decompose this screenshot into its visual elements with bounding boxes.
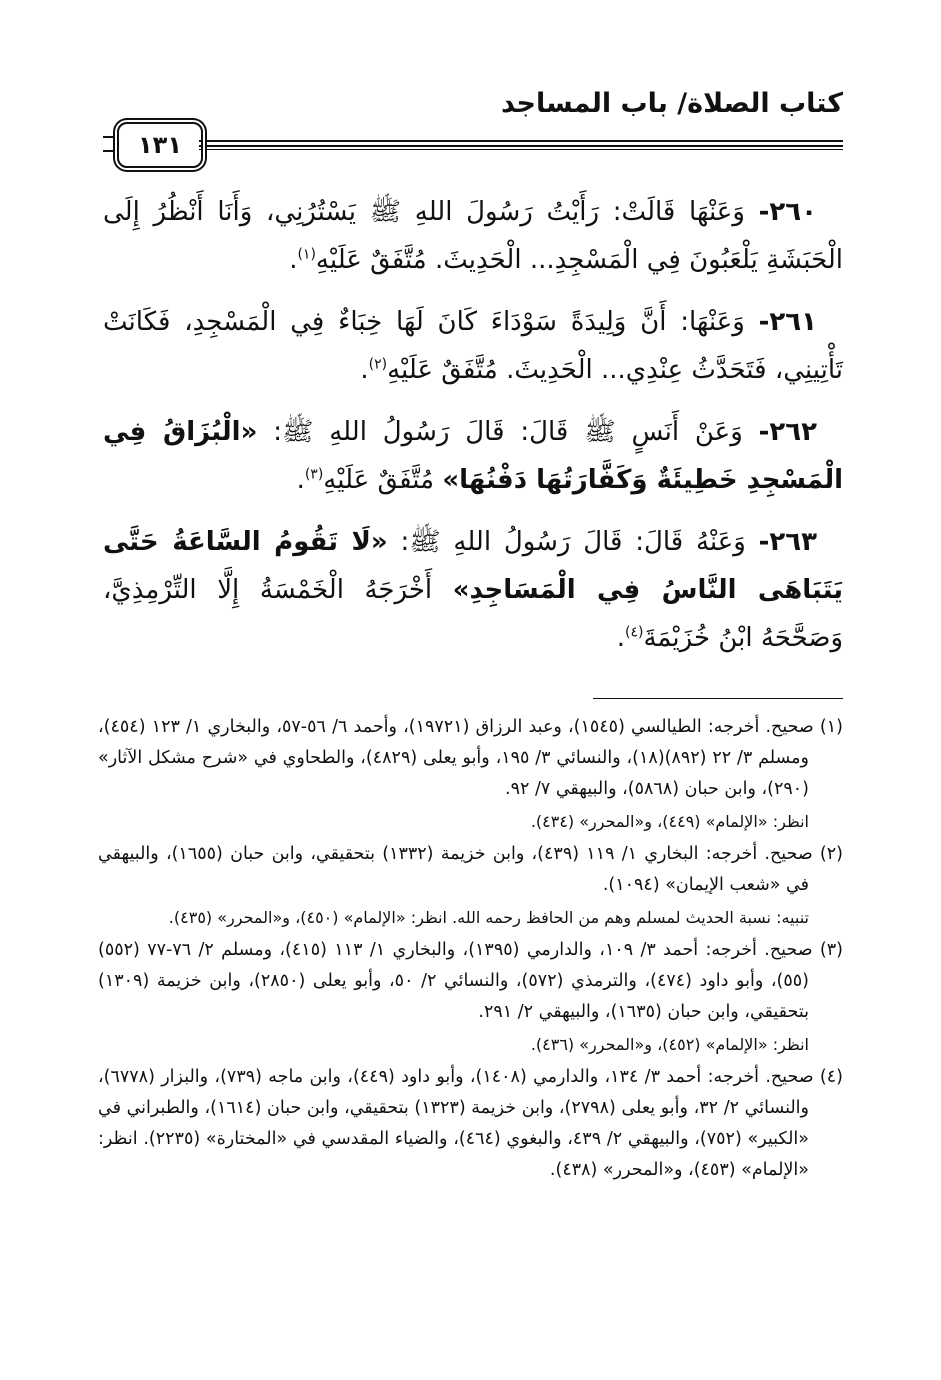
hadith-text: وَعَنْهَا قَالَتْ: رَأَيْتُ رَسُولَ اللهِ ﷺ يَسْتُرُنِي، وَأَنَا أَنْظُرُ إِلَى الْحَبَشَةِ يَلْعَبُونَ فِي الْمَسْجِدِ... الْحَدِيثَ. مُتَّفَقٌ عَلَيْهِ: [103, 197, 843, 275]
hadith-number: ٢٦٢-: [758, 417, 817, 447]
footnote-1: (١) صحيح. أخرجه: الطيالسي (١٥٤٥)، وعبد الرزاق (١٩٧٢١)، وأحمد ٦/ ٥٦-٥٧، والبخاري ١/ ١٢٣ (٤٥٤)، ومسلم ٣/ ٢٢ (٨٩٢)(١٨)، والنسائي ٣/ ١٩٥، وأبو يعلى (٤٨٢٩)، والطحاوي في «شرح مشكل الآثار» (٢٩٠)، وابن حبان (٥٨٦٨)، والبيهقي ٧/ ٩٢.: [98, 717, 843, 799]
header-rule-line: [199, 149, 843, 150]
footnote-2-note: تنبيه: نسبة الحديث لمسلم وهم من الحافظ رحمه الله. انظر: «الإلمام» (٤٥٠)، و«المحرر» (٤٣٥).: [168, 908, 809, 927]
running-head: كتاب الصلاة/ باب المساجد: [500, 88, 843, 119]
hadith-text: وَعَنْ أَنَسٍ ﷺ قَالَ: قَالَ رَسُولُ اللهِ ﷺ:: [273, 417, 743, 447]
hadith-source: مُتَّفَقٌ عَلَيْهِ: [323, 465, 435, 495]
header-rule-line: [199, 140, 843, 142]
footnote-2: (٢) صحيح. أخرجه: البخاري ١/ ١١٩ (٤٣٩)، وابن خزيمة (١٣٣٢) بتحقيقي، وابن حبان (١٦٥٥)، والبيهقي في «شعب الإيمان» (١٠٩٤).: [98, 844, 843, 895]
page-number: ١٣١: [117, 122, 203, 168]
hadith-263: ٢٦٣- وَعَنْهُ قَالَ: قَالَ رَسُولُ اللهِ ﷺ: «لَا تَقُومُ السَّاعَةُ حَتَّى يَتَبَاهَى النَّاسُ فِي الْمَسَاجِدِ» أَخْرَجَهُ الْخَمْسَةُ إِلَّا التِّرْمِذِيَّ، وَصَحَّحَهُ ابْنُ خُزَيْمَةَ$^{(٤)}$.: [103, 527, 844, 653]
footnote-ref[interactable]: (١): [297, 246, 316, 263]
footnote-4: (٤) صحيح. أخرجه: أحمد ٣/ ١٣٤، والدارمي (١٤٠٨)، وأبو داود (٤٤٩)، وابن ماجه (٧٣٩)، والبزار (٦٧٧٨)، والنسائي ٢/ ٣٢، وأبو يعلى (٢٧٩٨)، وابن خزيمة (١٣٢٣) بتحقيقي، وابن حبان (١٦١٤)، والطبراني في «الكبير» (٧٥٢)، والبيهقي ٢/ ٤٣٩، والبغوي (٤٦٤)، والضياء المقدسي في «المختارة» (٢٢٣٥). انظر: «الإلمام» (٤٥٣)، و«المحرر» (٤٣٨).: [98, 1067, 843, 1180]
footnote-separator: [593, 698, 843, 699]
hadith-text: وَعَنْهُ قَالَ: قَالَ رَسُولُ اللهِ ﷺ:: [400, 527, 746, 557]
hadith-number: ٢٦١-: [758, 307, 817, 337]
hadith-source: أَخْرَجَهُ الْخَمْسَةُ إِلَّا التِّرْمِذِيَّ، وَصَحَّحَهُ ابْنُ خُزَيْمَةَ: [103, 575, 843, 653]
header-rule-line: [199, 145, 843, 147]
hadith-quote: «الْبُزَاقُ فِي الْمَسْجِدِ خَطِيئَةٌ وَكَفَّارَتُهَا دَفْنُهَا»: [103, 417, 843, 495]
header-rule: [103, 122, 843, 166]
hadith-number: ٢٦٣-: [758, 527, 818, 557]
hadith-262: ٢٦٢- وَعَنْ أَنَسٍ ﷺ قَالَ: قَالَ رَسُولُ اللهِ ﷺ: «الْبُزَاقُ فِي الْمَسْجِدِ خَطِيئَةٌ وَكَفَّارَتُهَا دَفْنُهَا» مُتَّفَقٌ عَلَيْهِ$^{(٣)}$.: [103, 417, 843, 495]
hadith-list: [103, 188, 843, 676]
footnote-3-see: انظر: «الإلمام» (٤٥٢)، و«المحرر» (٤٣٦).: [530, 1035, 809, 1054]
footnote-ref[interactable]: (٣): [304, 466, 324, 483]
ornament-mark: [103, 136, 113, 152]
hadith-260: ٢٦٠- وَعَنْهَا قَالَتْ: رَأَيْتُ رَسُولَ اللهِ ﷺ يَسْتُرُنِي، وَأَنَا أَنْظُرُ إِلَى الْحَبَشَةِ يَلْعَبُونَ فِي الْمَسْجِدِ... الْحَدِيثَ. مُتَّفَقٌ عَلَيْهِ$^{(١)}$.: [103, 197, 843, 275]
hadith-261: ٢٦١- وَعَنْهَا: أَنَّ وَلِيدَةً سَوْدَاءَ كَانَ لَهَا خِبَاءٌ فِي الْمَسْجِدِ، فَكَانَتْ تَأْتِينِي، فَتَحَدَّثُ عِنْدِي... الْحَدِيثَ. مُتَّفَقٌ عَلَيْهِ$^{(٢)}$.: [103, 307, 843, 385]
hadith-text: وَعَنْهَا: أَنَّ وَلِيدَةً سَوْدَاءَ كَانَ لَهَا خِبَاءٌ فِي الْمَسْجِدِ، فَكَانَتْ تَأْتِينِي، فَتَحَدَّثُ عِنْدِي... الْحَدِيثَ. مُتَّفَقٌ عَلَيْهِ: [103, 307, 843, 385]
footnote-ref[interactable]: (٤): [624, 624, 644, 641]
hadith-quote: «لَا تَقُومُ السَّاعَةُ حَتَّى يَتَبَاهَى النَّاسُ فِي الْمَسَاجِدِ»: [103, 527, 844, 605]
hadith-number: ٢٦٠-: [758, 197, 818, 227]
footnote-ref[interactable]: (٢): [368, 356, 388, 373]
footnote-1-see: انظر: «الإلمام» (٤٤٩)، و«المحرر» (٤٣٤).: [530, 812, 809, 831]
footnotes: [98, 712, 843, 1188]
footnote-3: (٣) صحيح. أخرجه: أحمد ٣/ ١٠٩، والدارمي (١٣٩٥)، والبخاري ١/ ١١٣ (٤١٥)، ومسلم ٢/ ٧٦-٧٧ (٥٥٢)(٥٥)، وأبو داود (٤٧٤)، والترمذي (٥٧٢)، والنسائي ٢/ ٥٠، وأبو يعلى (٢٨٥٠)، وابن خزيمة (١٣٠٩) بتحقيقي، وابن حبان (١٦٣٥)، والبيهقي ٢/ ٢٩١.: [98, 940, 843, 1022]
